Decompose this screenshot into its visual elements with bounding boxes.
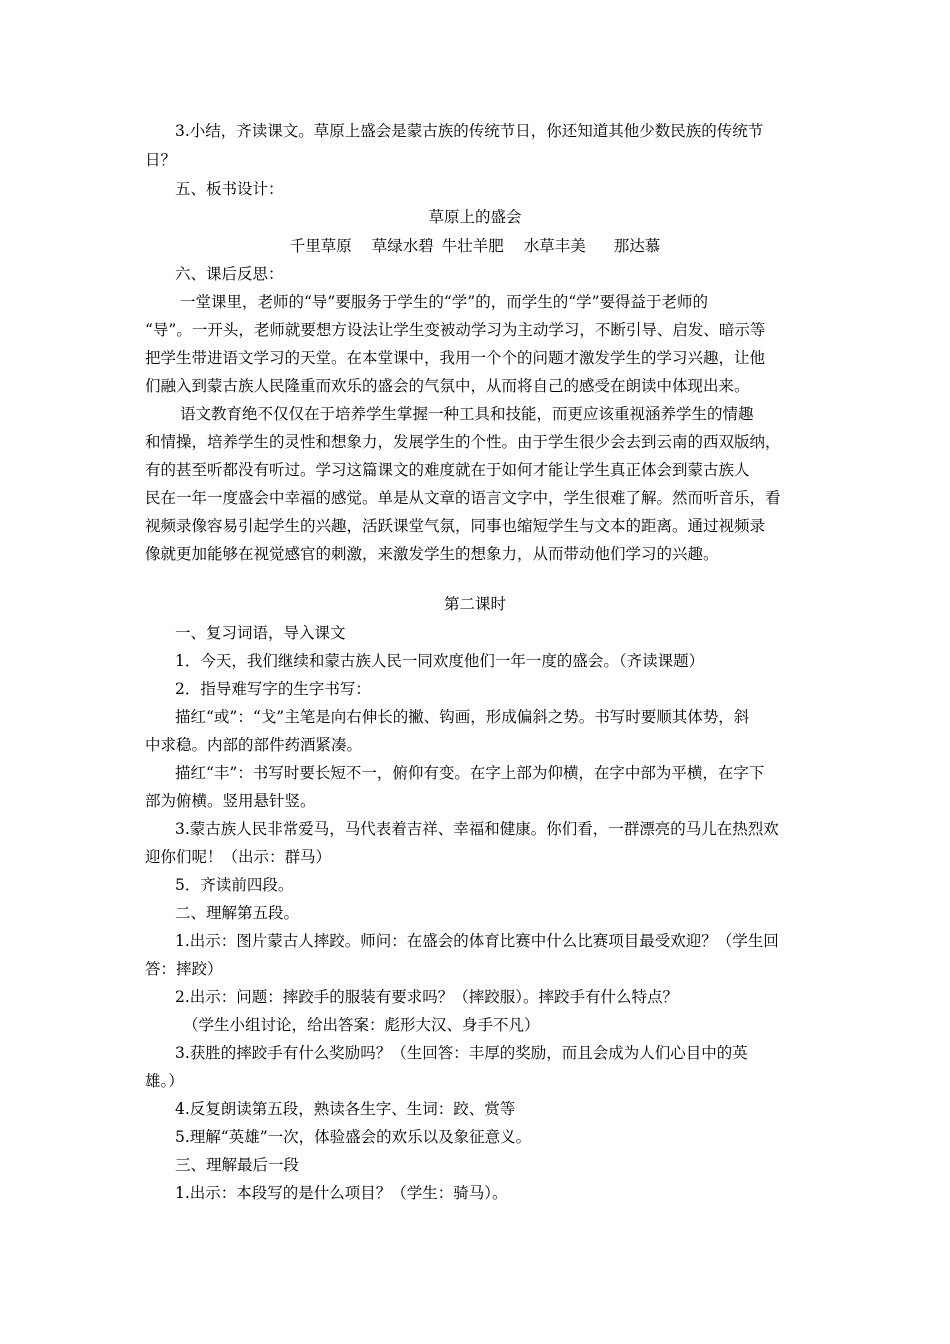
paragraph-line: 和情操，培养学生的灵性和想象力，发展学生的个性。由于学生很少会去到云南的西双版纳， bbox=[145, 433, 781, 451]
board-keyword: 水草丰美 bbox=[523, 237, 586, 255]
paragraph-line: 像就更加能够在视觉感官的刺激，来激发学生的想象力，从而带动他们学习的兴趣。 bbox=[145, 545, 719, 563]
board-keyword: 草绿水碧 bbox=[371, 237, 434, 255]
section-heading: 一、复习词语，导入课文 bbox=[175, 624, 346, 642]
paragraph-line: 描红“丰”：书写时要长短不一，俯仰有变。在字上部为仰横，在字中部为平横，在字下 bbox=[175, 764, 765, 782]
paragraph-line: 迎你们呢！（出示：群马） bbox=[145, 848, 332, 866]
board-keyword: 千里草原 bbox=[289, 237, 352, 255]
paragraph-line: “导”。一开头，老师就要想方设法让学生变被动学习为主动学习，不断引导、启发、暗示等 bbox=[145, 321, 766, 339]
lesson-title: 第二课时 bbox=[443, 595, 506, 613]
board-keyword: 牛壮羊肥 bbox=[441, 237, 504, 255]
board-keywords bbox=[0, 236, 950, 256]
section-heading: 三、理解最后一段 bbox=[175, 1156, 300, 1174]
paragraph-line: 1.出示：本段写的是什么项目？（学生：骑马）。 bbox=[175, 1184, 508, 1202]
paragraph-line: 中求稳。内部的部件药酒紧凑。 bbox=[145, 736, 363, 754]
paragraph-line: 把学生带进语文学习的天堂。在本堂课中，我用一个个的问题才激发学生的学习兴趣，让他 bbox=[145, 349, 766, 367]
paragraph-line: 5.理解“英雄”一次，体验盛会的欢乐以及象征意义。 bbox=[175, 1128, 532, 1146]
paragraph-line: 5．齐读前四段。 bbox=[175, 876, 294, 894]
paragraph-line: 描红“或”：“戈”主笔是向右伸长的撇、钩画，形成偏斜之势。书写时要顺其体势，斜 bbox=[175, 708, 750, 726]
paragraph-line: 3.小结，齐读课文。草原上盛会是蒙古族的传统节日，你还知道其他少数民族的传统节 bbox=[175, 122, 764, 140]
section-heading: 六、课后反思： bbox=[175, 265, 284, 283]
paragraph-line: 有的甚至听都没有听过。学习这篇课文的难度就在于如何才能让学生真正体会到蒙古族人 bbox=[145, 461, 750, 479]
paragraph-line: 雄。） bbox=[145, 1072, 184, 1090]
paragraph-line: 视频录像容易引起学生的兴趣，活跃课堂气氛，同事也缩短学生与文本的距离。通过视频录 bbox=[145, 517, 766, 535]
paragraph-line: 3.获胜的摔跤手有什么奖励吗？（生回答：丰厚的奖励，而且会成为人们心目中的英 bbox=[175, 1044, 748, 1062]
paragraph-line: 1.出示：图片蒙古人摔跤。师问：在盛会的体育比赛中什么比赛项目最受欢迎？（学生回 bbox=[175, 932, 779, 950]
paragraph-line: 答：摔跤） bbox=[145, 960, 223, 978]
paragraph-line: 民在一年一度盛会中幸福的感觉。单是从文章的语言文字中，学生很难了解。然而听音乐，看 bbox=[145, 489, 781, 507]
paragraph-line: 日？ bbox=[145, 151, 177, 169]
paragraph-line: 3.蒙古族人民非常爱马，马代表着吉祥、幸福和健康。你们看，一群漂亮的马儿在热烈欢 bbox=[175, 820, 779, 838]
paragraph-line: 2．指导难写字的生字书写： bbox=[175, 680, 371, 698]
paragraph-line: 1．今天，我们继续和蒙古族人民一同欢度他们一年一度的盛会。（齐读课题） bbox=[175, 652, 705, 670]
paragraph-line: 语文教育绝不仅仅在于培养学生掌握一种工具和技能，而更应该重视涵养学生的情趣 bbox=[180, 405, 754, 423]
paragraph-line: 部为俯横。竖用悬针竖。 bbox=[145, 792, 316, 810]
paragraph-line: 4.反复朗读第五段，熟读各生字、生词：跤、赏等 bbox=[175, 1100, 516, 1118]
paragraph-line: 们融入到蒙古族人民隆重而欢乐的盛会的气氛中，从而将自己的感受在朗读中体现出来。 bbox=[145, 377, 750, 395]
board-keyword: 那达慕 bbox=[613, 237, 661, 255]
section-heading: 五、板书设计： bbox=[175, 180, 284, 198]
paragraph-line: 一堂课里，老师的“导”要服务于学生的“学”的，而学生的“学”要得益于老师的 bbox=[180, 293, 709, 311]
section-heading: 二、理解第五段。 bbox=[175, 904, 300, 922]
board-title: 草原上的盛会 bbox=[428, 208, 522, 226]
paragraph-line: 2.出示：问题：摔跤手的服装有要求吗？（摔跤服）。摔跤手有什么特点？ bbox=[175, 988, 679, 1006]
paragraph-line: （学生小组讨论，给出答案：彪形大汉、身手不凡） bbox=[183, 1016, 540, 1034]
